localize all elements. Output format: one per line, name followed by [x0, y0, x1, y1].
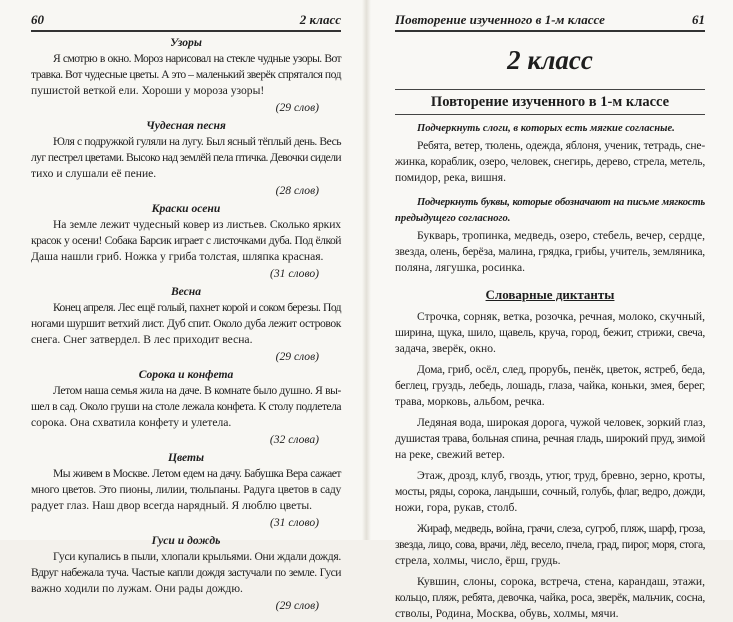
word-count: (28 слов)	[275, 184, 319, 197]
text-line: помидор, река, вишня.	[395, 171, 506, 184]
text-line: много цветов. Это пионы, лилии, тюльпаны. Радуга цветов в саду	[31, 483, 341, 496]
exercise	[395, 121, 705, 186]
text-line: на реке, свежий ветер.	[395, 448, 505, 461]
dictation-paragraph	[395, 362, 705, 410]
word-count: (29 слов)	[275, 101, 319, 114]
word-count: (31 слово)	[269, 267, 319, 280]
dictation-paragraph	[395, 521, 705, 569]
text-line: душистая трава, больная спина, речная гладь, широкий пруд, зимой	[395, 432, 705, 445]
text-line: стрела, холмы, число, ёрш, грудь.	[395, 554, 561, 567]
text-line: ножи, гора, рукав, столб.	[395, 501, 518, 514]
dictation-paragraph	[395, 468, 705, 516]
text-line: Ледяная вода, широкая дорога, чужой человек, зоркий глаз,	[417, 416, 706, 429]
text-line: поляна, лягушка, росинка.	[395, 261, 526, 274]
dictation-texts	[31, 34, 341, 615]
text-line: Букварь, тропинка, медведь, озеро, стебель, вечер, сердце,	[417, 229, 705, 242]
word-count: (29 слов)	[275, 350, 319, 363]
section-title: Гуси и дождь	[151, 534, 221, 547]
text-line: Жираф, медведь, война, грачи, слеза, сугроб, пляж, шарф, гроза,	[417, 522, 705, 535]
exercise	[395, 195, 705, 276]
text-line: шел в сад. Около груши на столе лежала конфета. К столу подлетела	[31, 400, 341, 413]
section-title: Краски осени	[151, 202, 221, 215]
text-line: Строчка, сорняк, ветка, розочка, речная, молоко, скучный,	[417, 310, 705, 323]
text-line: луг пестрел цветами. Высоко над землёй пела птичка. Девочки сидели	[31, 151, 341, 164]
running-head-title: 2 класс	[299, 12, 341, 27]
text-section	[31, 283, 341, 365]
text-section	[31, 117, 341, 199]
text-line: звезда, олень, берёза, малина, грядка, грибы, учитель, земляника,	[395, 245, 705, 258]
section-title: Цветы	[167, 451, 205, 464]
dictations	[395, 309, 705, 622]
text-line: На земле лежит чудесный ковер из листьев. Сколько ярких	[53, 218, 341, 231]
page-number: 61	[692, 12, 705, 27]
text-line: тихо и слушали её пение.	[31, 167, 157, 180]
exercise-instruction: Подчеркнуть слоги, в которых есть мягкие согласные.	[417, 123, 675, 134]
section-title: Узоры	[170, 36, 202, 49]
text-line: кольцо, пляж, ребята, девочка, чайка, роса, зверёк, мальчик, сосна,	[395, 591, 705, 604]
text-line: трава, морковь, альбом, речка.	[395, 395, 545, 408]
text-line: Гуси купались в пыли, хлопали крыльями. Они ждали дождя.	[53, 550, 341, 563]
text-line: беглец, груздь, лебедь, лошадь, глаза, чайка, коньки, змея, берег,	[395, 379, 705, 392]
right-page	[371, 0, 733, 620]
section-title: Сорока и конфета	[138, 368, 234, 381]
text-line: задача, зверёк, окно.	[395, 342, 496, 355]
text-line: Дома, гриб, осёл, след, прорубь, пенёк, цветок, ястреб, беда,	[417, 363, 705, 376]
text-line: Даша нашли гриб. Ножка у гриба толстая, шляпка красная.	[31, 250, 324, 263]
text-line: ширина, щука, шило, щавель, круча, город, бежит, стрижи, свеча,	[395, 326, 705, 339]
text-section	[31, 449, 341, 531]
exercise-instruction: предыдущего согласного.	[395, 213, 511, 224]
text-line: сорока. Она схватила конфету и улетела.	[31, 416, 232, 429]
dictation-paragraph	[395, 309, 705, 357]
text-section	[31, 366, 341, 448]
word-count: (31 слово)	[269, 516, 319, 529]
text-line: Ребята, ветер, тюлень, одежда, яблоня, ученик, тетрадь, сне-	[417, 139, 705, 152]
text-line: мосты, ряды, сорока, ландыши, сочный, голубь, флаг, ведро, дожди,	[395, 485, 705, 498]
text-line: Вдруг набежала туча. Частые капли дождя застучали по земле. Гуси	[31, 566, 341, 579]
text-line: радует глаз. Наш двор всегда нарядный. Я люблю цветы.	[31, 499, 313, 512]
text-line: Юля с подружкой гуляли на лугу. Был ясный тёплый день. Весь	[53, 135, 341, 148]
book-gutter	[362, 0, 371, 540]
dictation-paragraph	[395, 415, 705, 463]
running-head-title: Повторение изученного в 1-м классе	[395, 12, 605, 27]
text-line: пушистой веткой ели. Хороши у мороза узоры!	[31, 84, 265, 97]
text-line: Мы живем в Москве. Летом едем на дачу. Бабушка Вера сажает	[53, 467, 341, 480]
exercise-instruction: Подчеркнуть буквы, которые обозначают на письме мягкость	[417, 197, 705, 208]
text-section	[31, 34, 341, 116]
text-line: Конец апреля. Лес ещё голый, пахнет корой и соком березы. Под	[53, 301, 341, 314]
section-heading: Повторение изученного в 1-м классе	[395, 89, 705, 115]
text-line: Этаж, дрозд, клуб, гвоздь, утюг, труд, бревно, зерно, кроты,	[417, 469, 706, 482]
word-count: (29 слов)	[275, 599, 319, 612]
text-line: важно ходили по лужам. Они рады дождю.	[31, 582, 243, 595]
exercise-words	[395, 228, 705, 276]
text-line: звезда, лицо, сова, врачи, лёд, весело, пчела, град, пирог, моря, стога,	[395, 538, 705, 551]
page-number: 60	[31, 12, 44, 27]
exercises	[395, 121, 705, 276]
text-line: красок у осени! Собака Барсик играет с листочками дуба. Под ёлкой	[31, 234, 341, 247]
chapter-title: 2 класс	[507, 45, 593, 75]
left-page	[0, 0, 362, 612]
section-title: Чудесная песня	[146, 119, 226, 132]
dictations-heading: Словарные диктанты	[485, 287, 615, 302]
running-header	[395, 12, 705, 32]
exercise-words	[395, 138, 705, 186]
dictation-paragraph	[395, 574, 705, 622]
text-line: снега. Снег затвердел. В лес приходит весна.	[31, 333, 253, 346]
text-section	[31, 532, 341, 614]
running-header	[31, 12, 341, 32]
text-line: Кувшин, слоны, сорока, встреча, стена, карандаш, этажи,	[417, 575, 705, 588]
text-line: травка. Вот чудесные цветы. А это – маленький зверёк спрятался под	[31, 68, 341, 81]
review-exercises	[395, 34, 705, 622]
text-section	[31, 200, 341, 282]
text-line: ногами шуршит ветхий лист. Дуб спит. Около дуба лежит островок	[31, 317, 341, 330]
text-line: Я смотрю в окно. Мороз нарисовал на стекле чудные узоры. Вот	[53, 52, 341, 65]
text-line: стволы, Родина, Москва, обувь, холмы, мячи.	[395, 607, 619, 620]
text-line: жинка, кораблик, озеро, человек, снегирь, дерево, стрела, метель,	[395, 155, 706, 168]
section-title: Весна	[170, 285, 202, 298]
text-line: Летом наша семья жила на даче. В комнате было душно. Я вы-	[53, 384, 341, 397]
word-count: (32 слова)	[269, 433, 319, 446]
